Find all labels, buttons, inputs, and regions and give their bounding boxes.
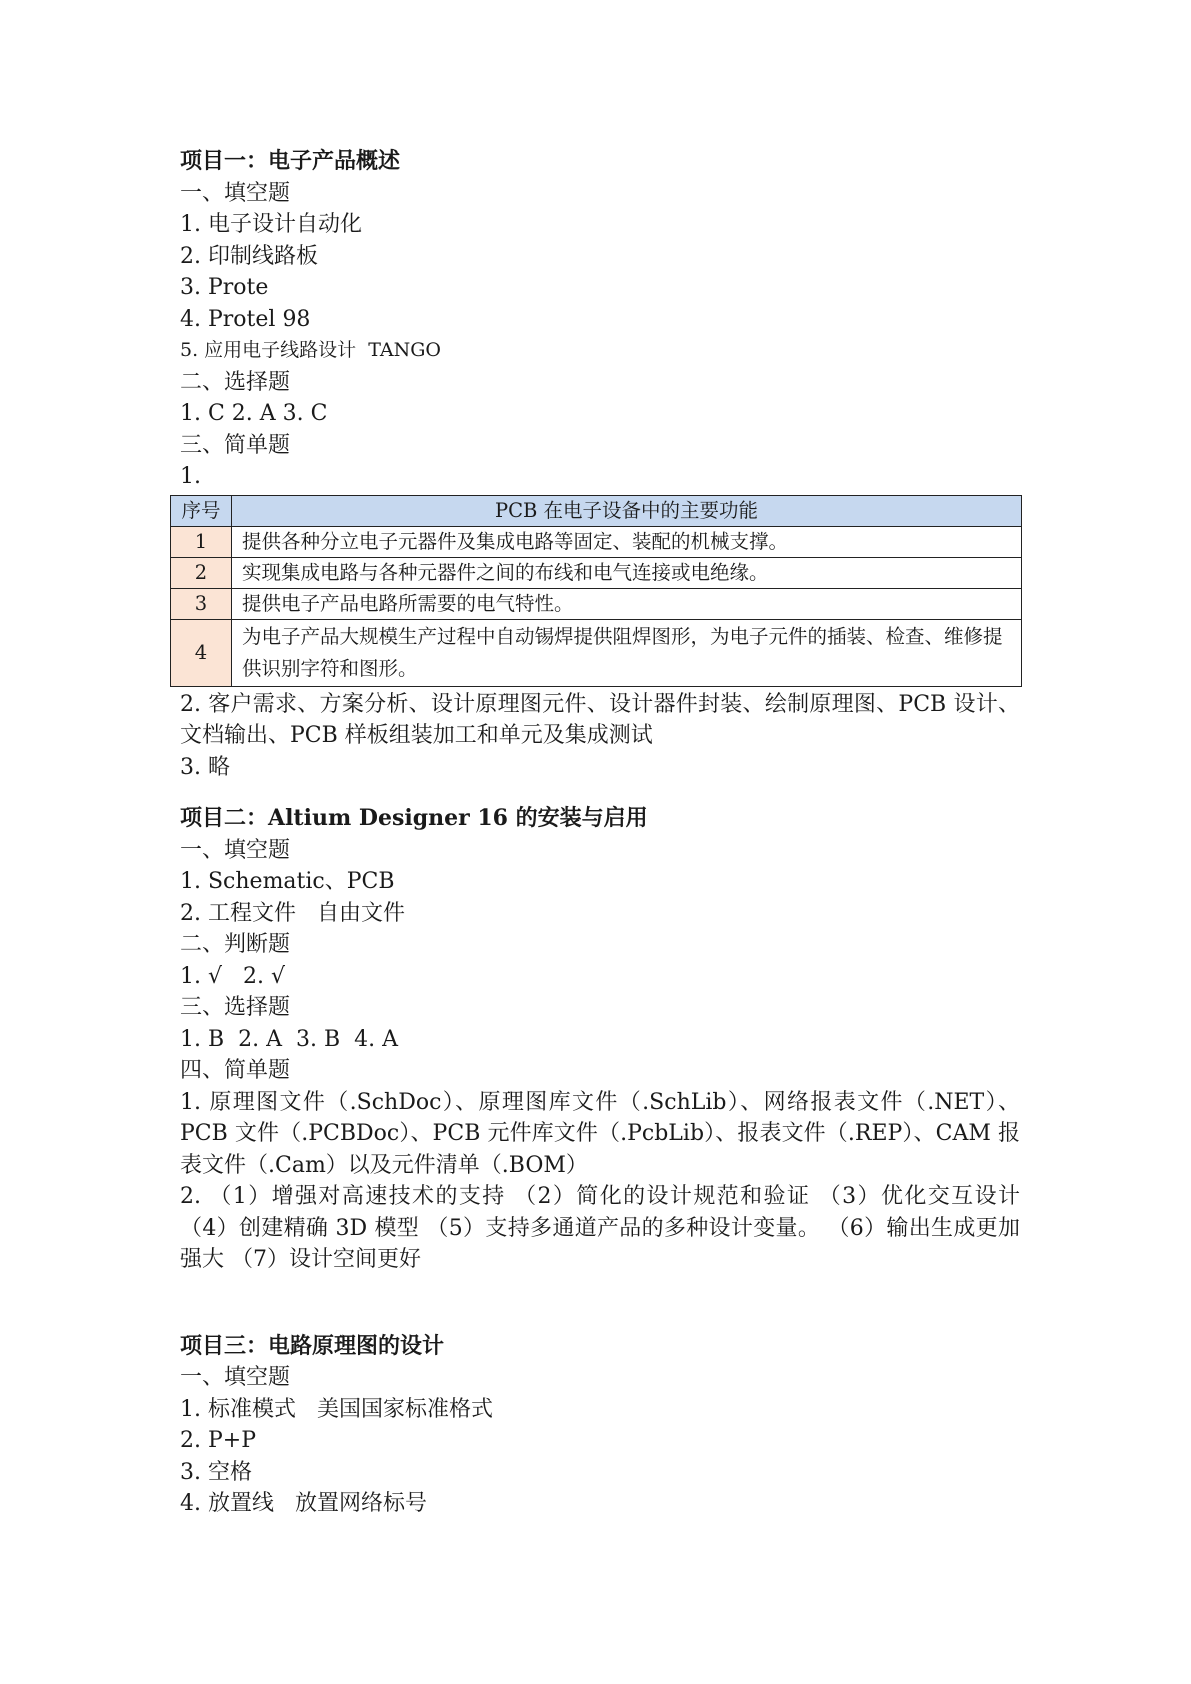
project2-short-item2: 2. （1）增强对高速技术的支持 （2）简化的设计规范和验证 （3）优化交互设计 （4）创建精确 3D 模型 （5）支持多通道产品的多种设计变量。 （6）输出生成更加强大 （7）设计空间更好: [180, 1184, 1020, 1272]
project2-judge-heading: 二、判断题: [180, 932, 291, 957]
table-row: [171, 588, 1022, 619]
project2-choice-heading: 三、选择题: [180, 995, 291, 1020]
project1-choice-answers: 1. C 2. A 3. C: [180, 401, 328, 426]
table-cell-num: 1: [171, 526, 232, 557]
project1-fill-item-3: 3. Prote: [180, 275, 269, 300]
project1-fill-item-4: 4. Protel 98: [180, 306, 311, 332]
project2-fill-item-2: 2. 工程文件 自由文件: [180, 900, 405, 926]
project3-title: 项目三：电路原理图的设计: [180, 1332, 445, 1359]
project1-title: 项目一：电子产品概述: [180, 148, 401, 174]
pcb-function-table: [170, 495, 1022, 687]
table-header-num: 序号: [171, 495, 232, 526]
project1-short-item2: 2. 客户需求、方案分析、设计原理图元件、设计器件封装、绘制原理图、PCB 设计、文档输出、PCB 样板组装加工和单元及集成测试: [180, 691, 1020, 748]
section-spacer: [180, 1276, 1020, 1331]
table-row: [171, 526, 1022, 557]
project3-fill-heading: 一、填空题: [180, 1365, 291, 1390]
section-spacer: [180, 783, 1020, 803]
project1-short-item3: 3. 略: [180, 754, 230, 780]
table-row: [171, 619, 1022, 686]
project2-choice-answers: 1. B 2. A 3. B 4. A: [180, 1026, 399, 1052]
table-cell-num: 2: [171, 557, 232, 588]
table-cell-text: 实现集成电路与各种元器件之间的布线和电气连接或电绝缘。: [232, 557, 1022, 588]
table-row: [171, 557, 1022, 588]
table-cell-num: 4: [171, 619, 232, 686]
table-cell-num: 3: [171, 588, 232, 619]
table-header-row: [171, 495, 1022, 526]
project1-fill-item-5: 5. 应用电子线路设计 TANGO: [180, 339, 441, 361]
table-cell-text: 提供电子产品电路所需要的电气特性。: [232, 588, 1022, 619]
project1-fill-item-1: 1. 电子设计自动化: [180, 212, 362, 237]
project2-fill-item-1: 1. Schematic、PCB: [180, 869, 395, 894]
table-header-func: PCB 在电子设备中的主要功能: [232, 495, 1022, 526]
project1-short-item1-label: 1.: [180, 464, 201, 489]
table-cell-text: 提供各种分立电子元器件及集成电路等固定、装配的机械支撑。: [232, 526, 1022, 557]
project1-fill-item-2: 2. 印制线路板: [180, 243, 318, 269]
project3-fill-item-1: 1. 标准模式 美国国家标准格式: [180, 1396, 493, 1422]
project2-fill-heading: 一、填空题: [180, 837, 291, 863]
project3-fill-item-4: 4. 放置线 放置网络标号: [180, 1491, 427, 1516]
table-cell-text: 为电子产品大规模生产过程中自动锡焊提供阻焊图形，为电子元件的插装、检查、维修提供识别字符和图形。: [232, 619, 1022, 686]
project2-title: 项目二：Altium Designer 16 的安装与启用: [180, 805, 648, 831]
project2-judge-answers: 1. √ 2. √: [180, 963, 285, 989]
document-page: [180, 146, 1020, 1520]
project1-fill-heading: 一、填空题: [180, 180, 291, 206]
project3-fill-item-2: 2. P+P: [180, 1428, 257, 1453]
project3-fill-item-3: 3. 空格: [180, 1459, 252, 1485]
project2-short-item1: 1. 原理图文件（.SchDoc）、原理图库文件（.SchLib）、网络报表文件（.NET）、PCB 文件（.PCBDoc）、PCB 元件库文件（.PcbLib）、报表文件（.REP）、CAM 报表文件（.Cam）以及元件清单（.BOM）: [180, 1089, 1020, 1178]
project1-choice-heading: 二、选择题: [180, 369, 291, 395]
project1-short-heading: 三、简单题: [180, 432, 291, 458]
project2-short-heading: 四、简单题: [180, 1058, 291, 1083]
